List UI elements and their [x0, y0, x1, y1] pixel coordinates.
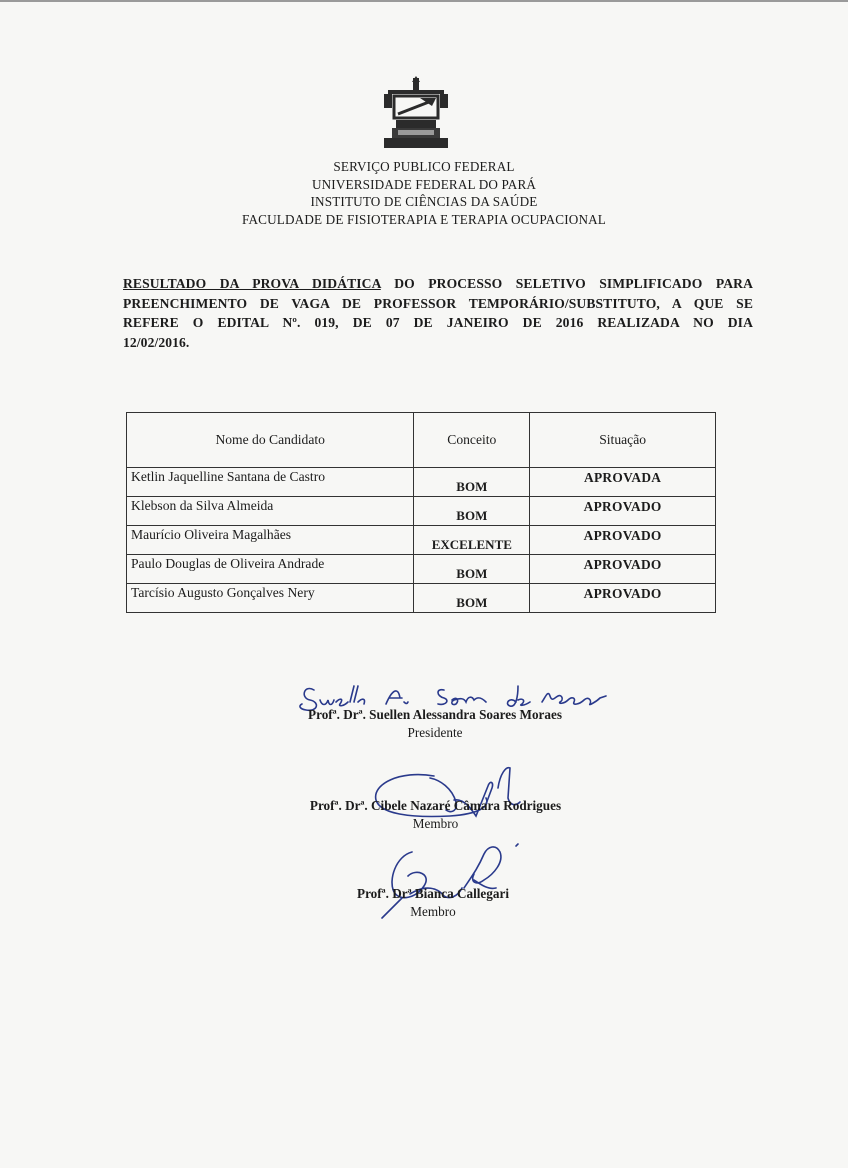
candidate-name: Paulo Douglas de Oliveira Andrade [127, 555, 414, 584]
results-table [126, 412, 716, 613]
candidate-concept: BOM [414, 555, 530, 584]
scan-edge-line [0, 0, 848, 2]
signature-block-member-2 [338, 885, 528, 921]
table-row [127, 555, 716, 584]
header-line-service: SERVIÇO PUBLICO FEDERAL [333, 159, 515, 174]
table-row [127, 468, 716, 497]
header-line-institute: INSTITUTO DE CIÊNCIAS DA SAÚDE [310, 194, 538, 209]
candidate-status: APROVADO [530, 497, 716, 526]
document-title [123, 274, 753, 352]
header-line-university: UNIVERSIDADE FEDERAL DO PARÁ [311, 176, 537, 192]
signature-block-member-1 [283, 797, 588, 833]
header-candidate-name: Nome do Candidato [127, 413, 414, 468]
signatory-role: Presidente [407, 725, 463, 740]
table-row [127, 526, 716, 555]
institution-header [0, 158, 848, 228]
candidate-name: Maurício Oliveira Magalhães [127, 526, 414, 555]
title-rest: DO PROCESSO SELETIVO SIMPLIFICADO PARA [380, 276, 753, 291]
candidate-concept: BOM [414, 497, 530, 526]
table-row [127, 584, 716, 613]
signature-block-president [280, 706, 590, 742]
candidate-status: APROVADO [530, 555, 716, 584]
title-line-2: PREENCHIMENTO DE VAGA DE PROFESSOR TEMPORÁRIO/SUBSTITUTO, A QUE SE [123, 295, 753, 311]
signatory-name: Profª. Drª. Cibele Nazaré Câmara Rodrigues [309, 798, 562, 813]
title-underlined: RESULTADO DA PROVA DIDÁTICA [123, 276, 381, 291]
table-header-row [127, 413, 716, 468]
header-line-faculty: FACULDADE DE FISIOTERAPIA E TERAPIA OCUPACIONAL [242, 211, 606, 227]
header-status: Situação [530, 413, 716, 468]
signatory-name: Profª. Drª Bianca Callegari [357, 886, 509, 901]
candidate-status: APROVADO [530, 526, 716, 555]
title-line-3: REFERE O EDITAL Nº. 019, DE 07 DE JANEIRO DE 2016 REALIZADA NO DIA [123, 315, 753, 330]
candidate-concept: BOM [414, 468, 530, 497]
candidate-status: APROVADA [530, 468, 716, 497]
candidate-name: Tarcísio Augusto Gonçalves Nery [127, 584, 414, 613]
header-concept: Conceito [414, 413, 530, 468]
signatory-role: Membro [412, 816, 459, 831]
university-emblem-icon [380, 76, 452, 150]
signatory-role: Membro [410, 904, 456, 919]
candidate-concept: EXCELENTE [414, 526, 530, 555]
candidate-name: Ketlin Jaquelline Santana de Castro [127, 468, 414, 497]
candidate-concept: BOM [414, 584, 530, 613]
signatory-name: Profª. Drª. Suellen Alessandra Soares Moraes [308, 707, 562, 722]
candidate-status: APROVADO [530, 584, 716, 613]
table-row [127, 497, 716, 526]
title-line-1 [123, 274, 753, 294]
title-line-4: 12/02/2016. [123, 334, 190, 350]
candidate-name: Klebson da Silva Almeida [127, 497, 414, 526]
